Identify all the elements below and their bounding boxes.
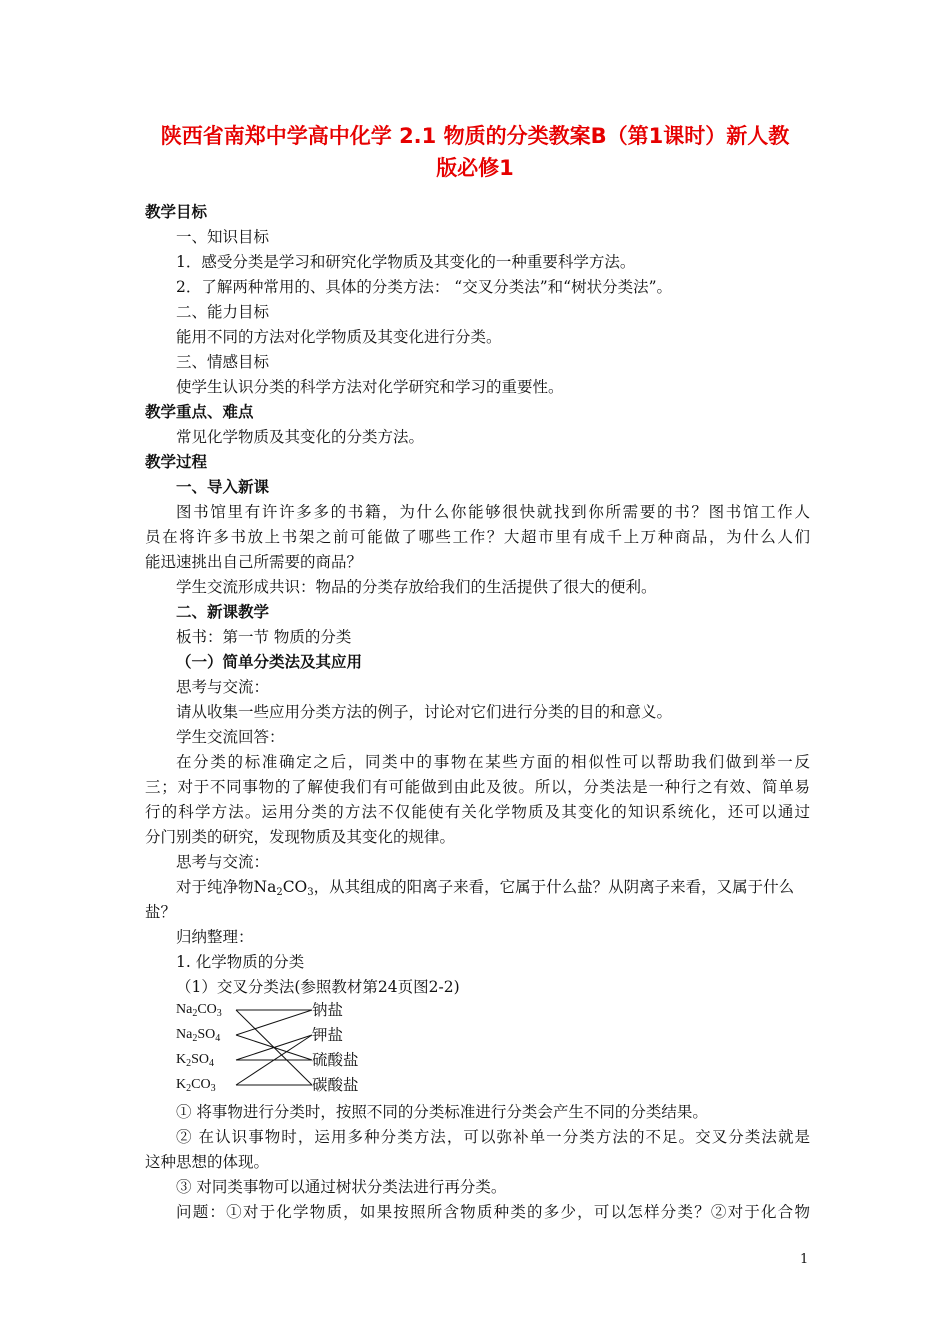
student-answer-line-4: 分门别类的研究，发现物质及其变化的规律。 [145,828,456,846]
intro-consensus: 学生交流形成共识：物品的分类存放给我们的生活提供了很大的便利。 [176,578,657,596]
new-lesson-heading: 二、新课教学 [176,603,270,621]
intro-heading: 一、导入新课 [176,478,270,496]
think-and-discuss-question-2-line-1: 对于纯净物$Na_2CO_3$，从其组成的阳离子来看，它属于什么盐？从阴离子来看，又属于什么 [176,878,795,898]
think-and-discuss-question-1: 请从收集一些应用分类方法的例子，讨论对它们进行分类的目的和意义。 [176,703,673,721]
think-and-discuss-label-1: 思考与交流： [176,678,270,696]
section-heading-goals: 教学目标 [145,203,208,221]
intro-paragraph-line-1: 图书馆里有许许多多的书籍，为什么你能够很快就找到你所需要的书？图书馆工作人 [176,503,810,521]
subsection-heading-simple-classification: （一）简单分类法及其应用 [176,653,363,671]
goal-knowledge-item-1: 1．感受分类是学习和研究化学物质及其变化的一种重要科学方法。 [176,253,636,271]
point-2-line-2: 这种思想的体现。 [145,1153,270,1171]
question-line: 问题：①对于化学物质，如果按照所含物质种类的多少，可以怎样分类？②对于化合物 [176,1203,810,1221]
point-2-line-1: ② 在认识事物时，运用多种分类方法，可以弥补单一分类方法的不足。交叉分类法就是 [176,1128,810,1146]
summary-label: 归纳整理： [176,928,254,946]
section-heading-process: 教学过程 [145,453,208,471]
goal-ability-heading: 二、能力目标 [176,303,270,321]
summary-cross-classification: （1）交叉分类法(参照教材第24页图2-2) [176,978,460,996]
point-3: ③ 对同类事物可以通过树状分类法进行再分类。 [176,1178,507,1196]
student-answer-line-1: 在分类的标准确定之后，同类中的事物在某些方面的相似性可以帮助我们做到举一反 [176,753,810,771]
salt-sulfate: 硫酸盐 [312,1051,359,1069]
intro-paragraph-line-3: 能迅速挑出自己所需要的商品？ [145,553,363,571]
summary-chemical-classification: 1. 化学物质的分类 [176,953,305,971]
goal-emotion-text: 使学生认识分类的科学方法对化学研究和学习的重要性。 [176,378,564,396]
think-and-discuss-label-2: 思考与交流： [176,853,270,871]
point-1: ① 将事物进行分类时，按照不同的分类标准进行分类会产生不同的分类结果。 [176,1103,708,1121]
title-line-2: 版必修1 [436,156,514,180]
formula-k2co3: $K_2CO_3$ [176,1077,216,1094]
formula-na2co3: $Na_2CO_3$ [176,1002,222,1019]
formula-na2so4: $Na_2SO_4$ [176,1027,221,1044]
student-answer-line-3: 行的科学方法。运用分类的方法不仅能使有关化学物质及其变化的知识系统化，还可以通过 [145,803,810,821]
title-line-1: 陕西省南郑中学高中化学 2.1 物质的分类教案B（第1课时）新人教 [160,124,790,148]
salt-potassium: 钾盐 [312,1026,344,1044]
formula-k2so4: $K_2SO_4$ [176,1052,215,1069]
salt-sodium: 钠盐 [312,1001,344,1019]
key-points-text: 常见化学物质及其变化的分类方法。 [176,428,425,446]
student-answer-line-2: 三；对于不同事物的了解使我们有可能做到由此及彼。所以，分类法是一种行之有效、简单易 [145,778,810,796]
goal-ability-text: 能用不同的方法对化学物质及其变化进行分类。 [176,328,502,346]
goal-knowledge-item-2: 2．了解两种常用的、具体的分类方法： “交叉分类法”和“树状分类法”。 [176,278,672,296]
intro-paragraph-line-2: 员在将许多书放上书架之前可能做了哪些工作？大超市里有成千上万种商品，为什么人们 [145,528,810,546]
student-answer-label: 学生交流回答： [176,728,285,746]
goal-knowledge-heading: 一、知识目标 [176,228,270,246]
board-writing: 板书：第一节 物质的分类 [176,628,352,646]
page-number: 1 [800,1252,809,1267]
salt-carbonate: 碳酸盐 [312,1076,359,1094]
think-and-discuss-question-2-line-2: 盐？ [145,903,177,921]
link-na2so4-sodium [236,1010,312,1035]
goal-emotion-heading: 三、情感目标 [176,353,270,371]
section-heading-key-points: 教学重点、难点 [145,403,254,421]
